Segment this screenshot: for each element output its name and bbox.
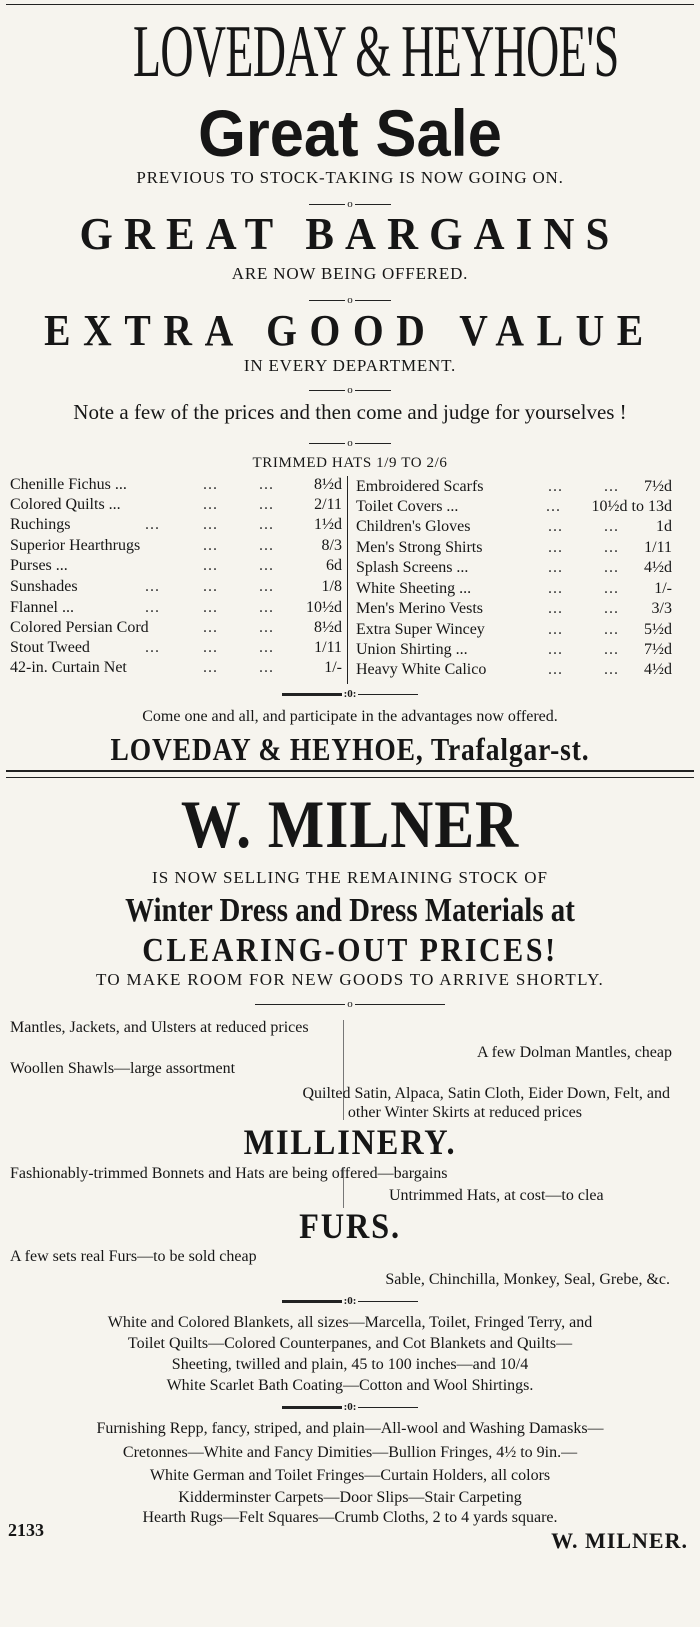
are-now-offered-line: ARE NOW BEING OFFERED.: [231, 264, 469, 283]
sable-line: Sable, Chinchilla, Monkey, Seal, Grebe, &c.: [385, 1271, 670, 1288]
price-row: Chenille Fichus ... ... ... 8½d: [10, 476, 342, 493]
price-row: Colored Persian Cord ... ... 8½d: [10, 619, 342, 636]
skirts-line-2: other Winter Skirts at reduced prices: [347, 1104, 582, 1121]
top-rule: [6, 4, 694, 5]
to-make-room-line: TO MAKE ROOM FOR NEW GOODS TO ARRIVE SHORTLY.: [95, 970, 605, 989]
blankets-line-4: White Scarlet Bath Coating—Cotton and Wool Shirtings.: [166, 1377, 534, 1394]
milner-headline: W. MILNER: [180, 786, 520, 862]
separator: o: [0, 294, 700, 306]
price-row: Colored Quilts ... ... ... 2/11: [10, 496, 342, 513]
section-divider: [6, 770, 694, 778]
blankets-line-1: White and Colored Blankets, all sizes—Marcella, Toilet, Fringed Terry, and: [107, 1314, 593, 1331]
bonnets-line: Fashionably-trimmed Bonnets and Hats are being offered—bargains: [10, 1165, 448, 1182]
price-row: 42-in. Curtain Net ... ... 1/-: [10, 659, 342, 676]
note-prices-line: Note a few of the prices and then come and judge for yourselves !: [73, 400, 627, 424]
previous-stocktaking-line: PREVIOUS TO STOCK-TAKING IS NOW GOING ON.: [136, 168, 564, 187]
separator: o: [0, 384, 700, 396]
separator: o: [0, 198, 700, 210]
blankets-line-3: Sheeting, twilled and plain, 45 to 100 inches—and 10/4: [171, 1356, 529, 1373]
mantles-line: Mantles, Jackets, and Ulsters at reduced prices: [10, 1019, 309, 1036]
column-rule: [343, 1020, 344, 1120]
price-row: Children's Gloves ... ... 1d: [356, 518, 672, 535]
price-row: Men's Strong Shirts ... ... 1/11: [356, 539, 672, 556]
colon-separator: :0:: [0, 1401, 700, 1413]
now-selling-line: IS NOW SELLING THE REMAINING STOCK OF: [152, 868, 548, 887]
furnishing-line-1: Furnishing Repp, fancy, striped, and plain—All-wool and Washing Damasks—: [96, 1420, 604, 1437]
furnishing-line-5: Hearth Rugs—Felt Squares—Crumb Cloths, 2 to 4 yards square.: [142, 1509, 558, 1526]
price-row: Purses ... ... ... 6d: [10, 557, 342, 574]
price-column-divider: [347, 476, 348, 684]
blankets-line-2: Toilet Quilts—Colored Counterpanes, and Cot Blankets and Quilts—: [127, 1335, 573, 1352]
loveday-signature: LOVEDAY & HEYHOE, Trafalgar-st.: [110, 731, 590, 767]
extra-good-value-heading: EXTRA GOOD VALUE: [44, 306, 656, 355]
price-row: Sunshades ... ... ... 1/8: [10, 578, 342, 595]
skirts-line-1: Quilted Satin, Alpaca, Satin Cloth, Eider Down, Felt, and: [302, 1085, 670, 1102]
price-row: Ruchings ... ... ... 1½d: [10, 516, 342, 533]
price-row: Stout Tweed ... ... ... 1/11: [10, 639, 342, 656]
woollen-shawls-line: Woollen Shawls—large assortment: [10, 1060, 236, 1077]
price-row: Extra Super Wincey ... ... 5½d: [356, 621, 672, 638]
separator: o: [0, 998, 700, 1010]
furnishing-line-3: White German and Toilet Fringes—Curtain Holders, all colors: [149, 1467, 551, 1484]
price-row: Union Shirting ... ... ... 7½d: [356, 641, 672, 658]
dolman-mantles-line: A few Dolman Mantles, cheap: [476, 1044, 672, 1061]
great-bargains-heading: GREAT BARGAINS: [79, 208, 621, 259]
come-one-and-all-line: Come one and all, and participate in the advantages now offered.: [142, 708, 558, 725]
price-row: Embroidered Scarfs ... ... 7½d: [356, 478, 672, 495]
every-department-line: IN EVERY DEPARTMENT.: [243, 356, 457, 375]
great-sale-heading: Great Sale: [198, 96, 502, 170]
price-row: Toilet Covers ... ... 10½d to 13d: [356, 498, 672, 515]
colon-separator: :0:: [0, 1295, 700, 1307]
furnishing-line-2: Cretonnes—White and Fancy Dimities—Bullion Fringes, 4½ to 9in.—: [122, 1444, 578, 1461]
winter-dress-line: Winter Dress and Dress Materials at: [125, 892, 575, 929]
loveday-headline: LOVEDAY & HEYHOE'S: [133, 11, 619, 93]
price-row: Splash Screens ... ... ... 4½d: [356, 559, 672, 576]
price-row: Men's Merino Vests ... ... 3/3: [356, 600, 672, 617]
colon-separator: :0:: [0, 688, 700, 700]
price-row: Superior Hearthrugs ... ... 8/3: [10, 537, 342, 554]
price-row: Flannel ... ... ... ... 10½d: [10, 599, 342, 616]
separator: o: [0, 437, 700, 449]
furnishing-line-4: Kidderminster Carpets—Door Slips—Stair Carpeting: [178, 1489, 522, 1506]
furs-heading: FURS.: [299, 1206, 401, 1246]
price-row: Heavy White Calico ... ... 4½d: [356, 661, 672, 678]
price-row: White Sheeting ... ... ... 1/-: [356, 580, 672, 597]
column-rule: [343, 1168, 344, 1208]
real-furs-line: A few sets real Furs—to be sold cheap: [10, 1248, 257, 1265]
milner-signature: W. MILNER.: [551, 1528, 688, 1553]
clearing-out-prices-heading: CLEARING-OUT PRICES!: [142, 932, 558, 969]
millinery-heading: MILLINERY.: [243, 1122, 457, 1162]
untrimmed-hats-line: Untrimmed Hats, at cost—to clea: [389, 1187, 604, 1204]
trimmed-hats-line: TRIMMED HATS 1/9 TO 2/6: [252, 455, 448, 471]
advert-code-number: 2133: [8, 1520, 44, 1540]
